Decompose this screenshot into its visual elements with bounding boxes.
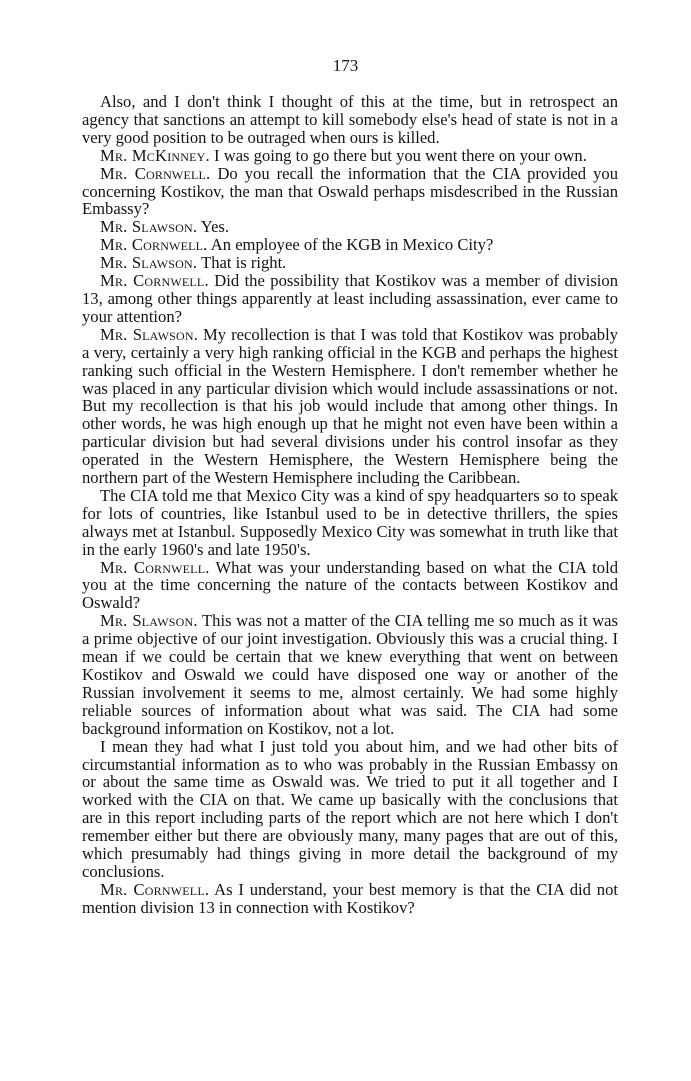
- paragraph-text: I mean they had what I just told you about him, and we had other bits of circumstantial information as to who was probably in the Russian Embassy on or about the same time as Oswald was. We tried to put it all together and I worked with the CIA on that. We came up basically with the conclusions that are in this report including parts of the report which are not here which I don't remember either but there are obviously many, many pages that are out of this, which presumably had things giving in more detail the background of my conclusions.: [82, 736, 618, 881]
- paragraph-text: What was your understanding based on what the CIA told you at the time concerning the nature of the contacts between Kostikov and Oswald?: [82, 557, 618, 613]
- transcript-paragraph: [82, 612, 618, 737]
- transcript-paragraph: [82, 236, 618, 254]
- speaker-name: Mr. Cornwell.: [100, 557, 210, 577]
- speaker-name: Mr. Slawson.: [100, 324, 199, 344]
- speaker-name: Mr. Cornwell.: [100, 271, 209, 291]
- transcript-paragraph: [82, 165, 618, 219]
- transcript-paragraph: [82, 881, 618, 917]
- paragraph-text: This was not a matter of the CIA telling me so much as it was a prime objective of our joint investigation. Obviously this was a crucial thing. I mean if we could be certain that we knew everything that went on between Kostikov and Oswald we could have disposed one way or another of the Russian involvement it seems to me, almost certainly. We had some highly reliable sources of information about what was said. The CIA had some background information on Kostikov, not a lot.: [82, 611, 618, 738]
- paragraph-text: Do you recall the information that the CIA provided you concerning Kostikov, the man that Oswald perhaps misdescribed in the Russian Embassy?: [82, 163, 618, 219]
- paragraph-text: That is right.: [201, 253, 287, 273]
- transcript-paragraph: [82, 218, 618, 236]
- page-number: 173: [332, 56, 359, 75]
- transcript-body: [82, 93, 618, 917]
- speaker-name: Mr. Slawson.: [100, 253, 198, 273]
- transcript-paragraph: [82, 93, 618, 147]
- paragraph-text: I was going to go there but you went there on your own.: [214, 145, 587, 165]
- transcript-paragraph: [82, 254, 618, 272]
- speaker-name: Mr. McKinney.: [100, 145, 210, 165]
- speaker-name: Mr. Slawson.: [100, 611, 198, 631]
- transcript-paragraph: [82, 326, 618, 487]
- paragraph-text: The CIA told me that Mexico City was a kind of spy headquarters so to speak for lots of countries, like Istanbul used to be in detective thrillers, the spies always met at Istanbul. Supposedly Mexico City was somewhat in truth like that in the early 1960's and late 1950's.: [82, 485, 618, 559]
- transcript-paragraph: [82, 147, 618, 165]
- transcript-paragraph: [82, 738, 618, 881]
- paragraph-text: Also, and I don't think I thought of this at the time, but in retrospect an agency that sanctions an attempt to kill somebody else's head of state is not in a very good position to be outraged when ours is killed.: [82, 92, 618, 147]
- speaker-name: Mr. Cornwell.: [100, 879, 210, 899]
- speaker-name: Mr. Cornwell.: [100, 163, 211, 183]
- speaker-name: Mr. Slawson.: [100, 217, 198, 237]
- transcript-paragraph: [82, 272, 618, 326]
- speaker-name: Mr. Cornwell.: [100, 235, 208, 255]
- paragraph-text: My recollection is that I was told that Kostikov was probably a very, certainly a very high ranking official in the KGB and perhaps the highest ranking such official in the Western Hemisphere. I don't remember whether he was placed in any particular division which would include assassinations or not. But my recollection is that his job would include that among other things. In other words, he was high enough up that he might not even have been within a particular division but had several divisions under his control insofar as they operated in the Western Hemisphere, the Western Hemisphere being the northern part of the Western Hemisphere including the Caribbean.: [82, 324, 618, 488]
- transcript-paragraph: [82, 487, 618, 559]
- transcript-paragraph: [82, 559, 618, 613]
- paragraph-text: An employee of the KGB in Mexico City?: [210, 235, 494, 255]
- paragraph-text: As I understand, your best memory is that the CIA did not mention division 13 in connection with Kostikov?: [82, 879, 618, 917]
- paragraph-text: Did the possibility that Kostikov was a member of division 13, among other things apparently at least including assassination, ever came to your attention?: [82, 271, 618, 326]
- paragraph-text: Yes.: [200, 217, 230, 237]
